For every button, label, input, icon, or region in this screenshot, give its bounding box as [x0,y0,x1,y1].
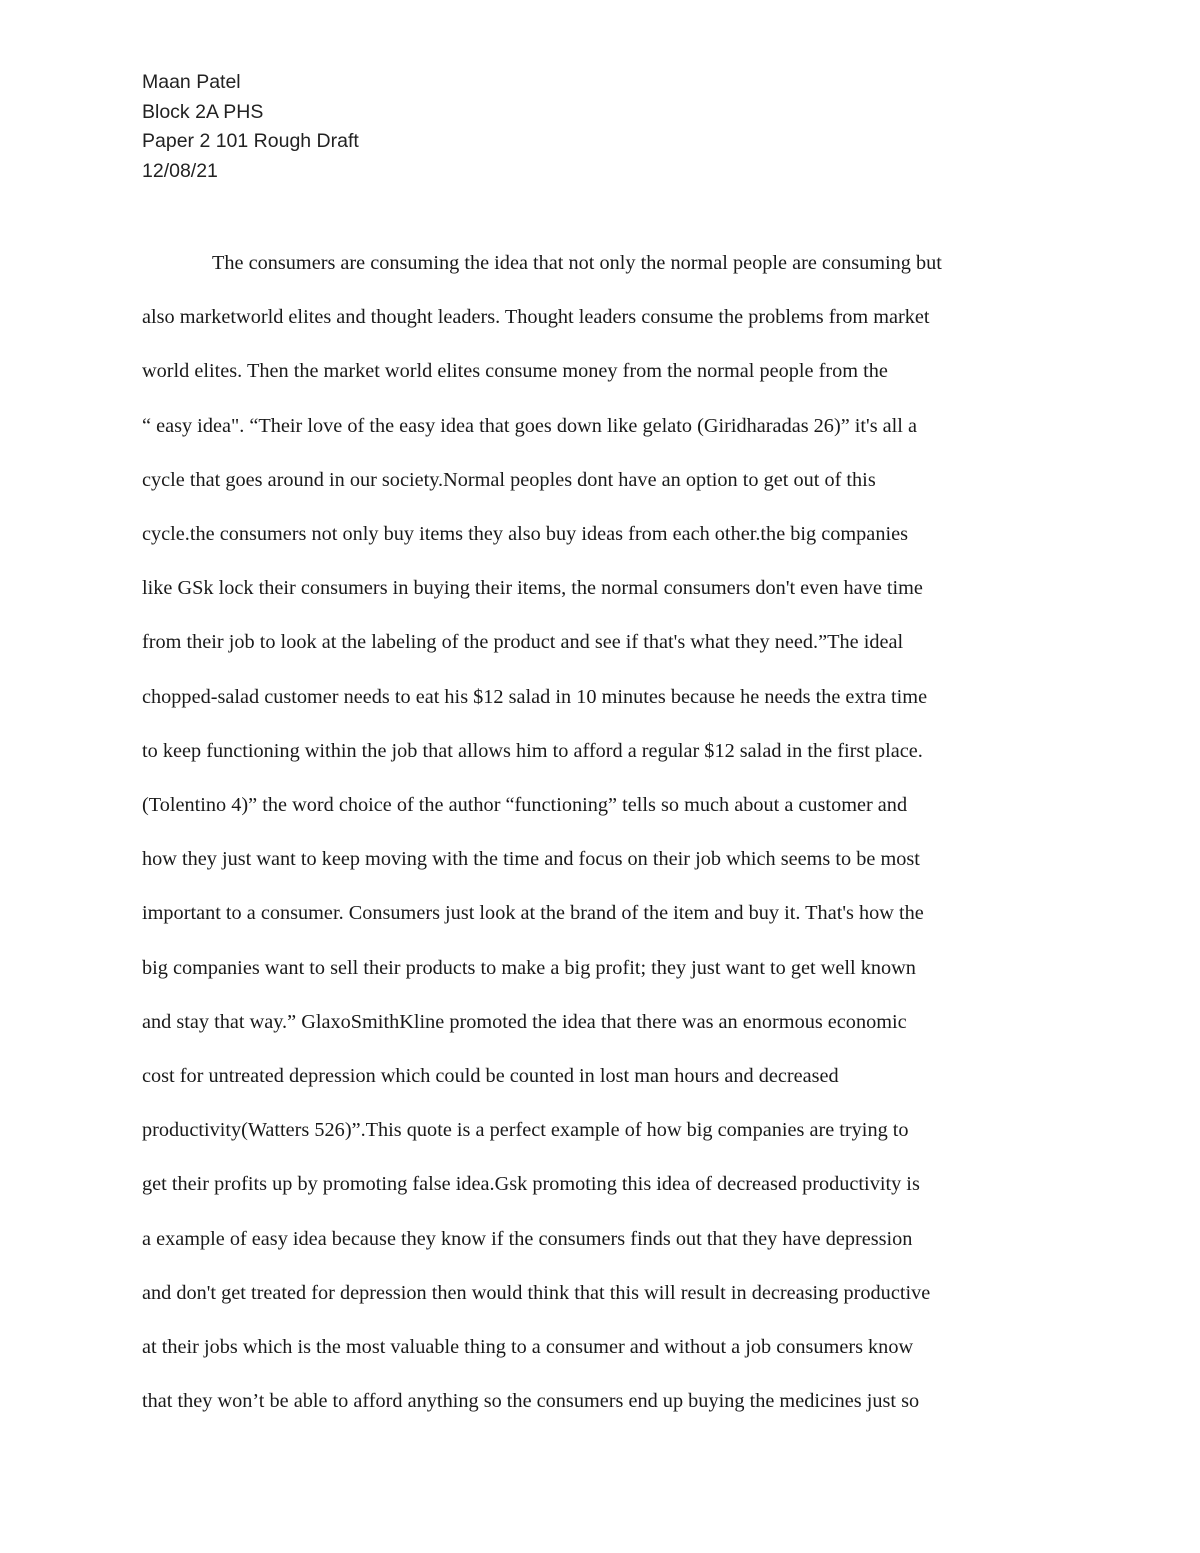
body-line: like GSk lock their consumers in buying their items, the normal consumers don't even have time [142,577,923,600]
body-line: also marketworld elites and thought leaders. Thought leaders consume the problems from market [142,306,930,329]
assignment-title: Paper 2 101 Rough Draft [142,130,359,153]
body-line: cycle.the consumers not only buy items they also buy ideas from each other.the big companies [142,523,908,546]
body-line: at their jobs which is the most valuable thing to a consumer and without a job consumers know [142,1336,914,1359]
body-line: get their profits up by promoting false idea.Gsk promoting this idea of decreased productivity is [142,1173,920,1196]
body-line: (Tolentino 4)” the word choice of the author “functioning” tells so much about a customer and [142,794,908,817]
class-block: Block 2A PHS [142,100,264,123]
body-line: “ easy idea". “Their love of the easy idea that goes down like gelato (Giridharadas 26)” it's all a [142,414,918,437]
author-name: Maan Patel [142,71,241,93]
header-block [142,68,1042,186]
body-line: important to a consumer. Consumers just look at the brand of the item and buy it. That's how the [142,902,924,925]
body-line: to keep functioning within the job that allows him to afford a regular $12 salad in the first place. [142,739,923,762]
body-line: chopped-salad customer needs to eat his $12 salad in 10 minutes because he needs the extra time [142,685,928,708]
body-line: and stay that way.” GlaxoSmithKline promoted the idea that there was an enormous economic [142,1010,907,1033]
body-line: from their job to look at the labeling of the product and see if that's what they need.”The ideal [142,631,904,654]
body-line: world elites. Then the market world elites consume money from the normal people from the [142,360,888,383]
body-line: cycle that goes around in our society.Normal peoples dont have an option to get out of this [142,468,876,491]
body-line: big companies want to sell their products to make a big profit; they just want to get well known [142,956,916,979]
body-line: The consumers are consuming the idea that not only the normal people are consuming but [212,252,942,274]
body-line: how they just want to keep moving with the time and focus on their job which seems to be most [142,848,920,871]
body-line: a example of easy idea because they know if the consumers finds out that they have depression [142,1227,913,1250]
body-line: that they won’t be able to afford anything so the consumers end up buying the medicines just so [142,1390,920,1413]
date: 12/08/21 [142,159,218,182]
body-line: and don't get treated for depression then would think that this will result in decreasing productive [142,1281,931,1304]
body-line: cost for untreated depression which could be counted in lost man hours and decreased [142,1065,839,1088]
body-line: productivity(Watters 526)”.This quote is a perfect example of how big companies are trying to [142,1119,909,1142]
essay-body [142,236,1062,1428]
